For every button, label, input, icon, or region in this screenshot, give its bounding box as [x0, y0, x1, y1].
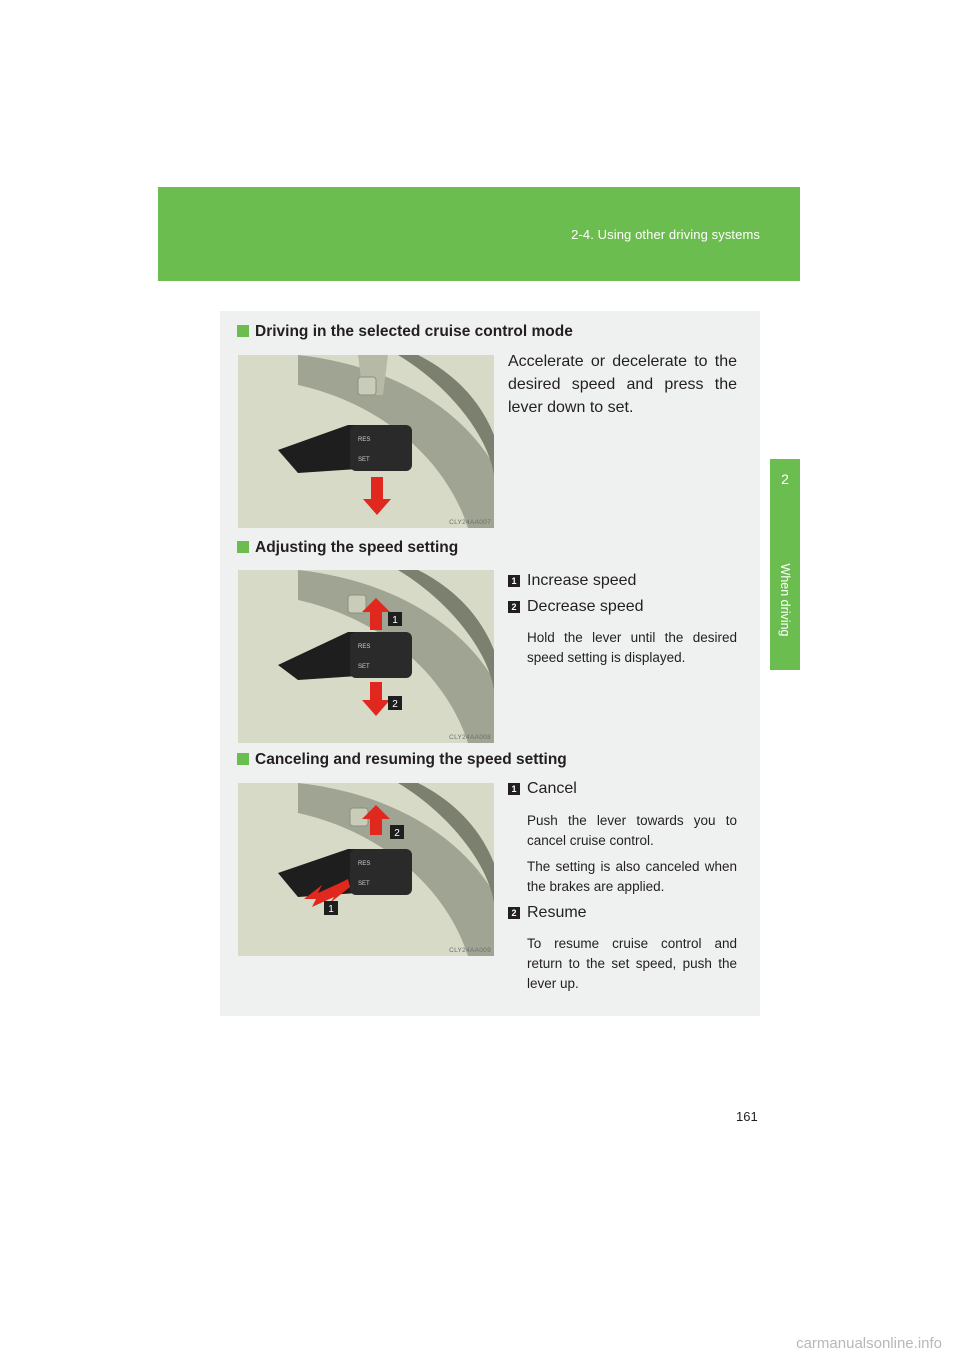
- callout-number-2: 2: [394, 828, 400, 839]
- heading-bullet-icon: [237, 753, 249, 765]
- section-heading-driving: Driving in the selected cruise control mode: [237, 323, 573, 341]
- page-number: 161: [736, 1109, 758, 1124]
- number-badge: 2: [508, 907, 520, 919]
- steering-lever-photo-set: [238, 355, 494, 528]
- note-text: To resume cruise control and return to the set speed, push the lever up.: [527, 936, 737, 991]
- section-body-text: Accelerate or decelerate to the desired speed and press the lever down to set.: [508, 353, 737, 416]
- steering-lever-photo-adjust: [238, 570, 494, 743]
- steering-lever-photo-cancel: [238, 783, 494, 956]
- heading-bullet-icon: [237, 541, 249, 553]
- lever-res-label: RES: [358, 437, 371, 443]
- item-cancel: 1 Cancel: [508, 780, 577, 798]
- image-code: CLY24AA007: [449, 519, 491, 526]
- item-decrease-speed: 2 Decrease speed: [508, 598, 644, 616]
- number-badge: 1: [508, 575, 520, 587]
- number-badge: 2: [508, 601, 520, 613]
- callout-number-2: 2: [392, 699, 398, 710]
- note-text: Push the lever towards you to cancel cruise control.: [527, 813, 737, 848]
- lever-set-label: SET: [358, 457, 370, 463]
- item-resume: 2 Resume: [508, 904, 587, 922]
- number-badge: 1: [508, 783, 520, 795]
- callout-number-1: 1: [392, 615, 398, 626]
- watermark: carmanualsonline.info: [796, 1335, 942, 1352]
- image-code: CLY24AA009: [449, 947, 491, 954]
- image-code: CLY24AA008: [449, 734, 491, 741]
- section-title: 2-4. Using other driving systems: [571, 227, 760, 242]
- heading-bullet-icon: [237, 325, 249, 337]
- chapter-title-tab: [770, 529, 800, 670]
- lever-res-label: RES: [358, 644, 371, 650]
- lever-set-label: SET: [358, 664, 370, 670]
- lever-set-label: SET: [358, 881, 370, 887]
- note-text: Hold the lever until the desired speed setting is displayed.: [527, 630, 737, 665]
- section-heading-canceling: Canceling and resuming the speed setting: [237, 751, 567, 769]
- item-increase-speed: 1 Increase speed: [508, 572, 636, 590]
- section-header-band: [158, 187, 800, 281]
- lever-res-label: RES: [358, 861, 371, 867]
- callout-number-1: 1: [328, 904, 334, 915]
- section-heading-adjusting: Adjusting the speed setting: [237, 539, 458, 557]
- note-text: The setting is also canceled when the brakes are applied.: [527, 859, 737, 894]
- chapter-number-tab: 2: [770, 459, 800, 529]
- chapter-title: When driving: [778, 563, 792, 636]
